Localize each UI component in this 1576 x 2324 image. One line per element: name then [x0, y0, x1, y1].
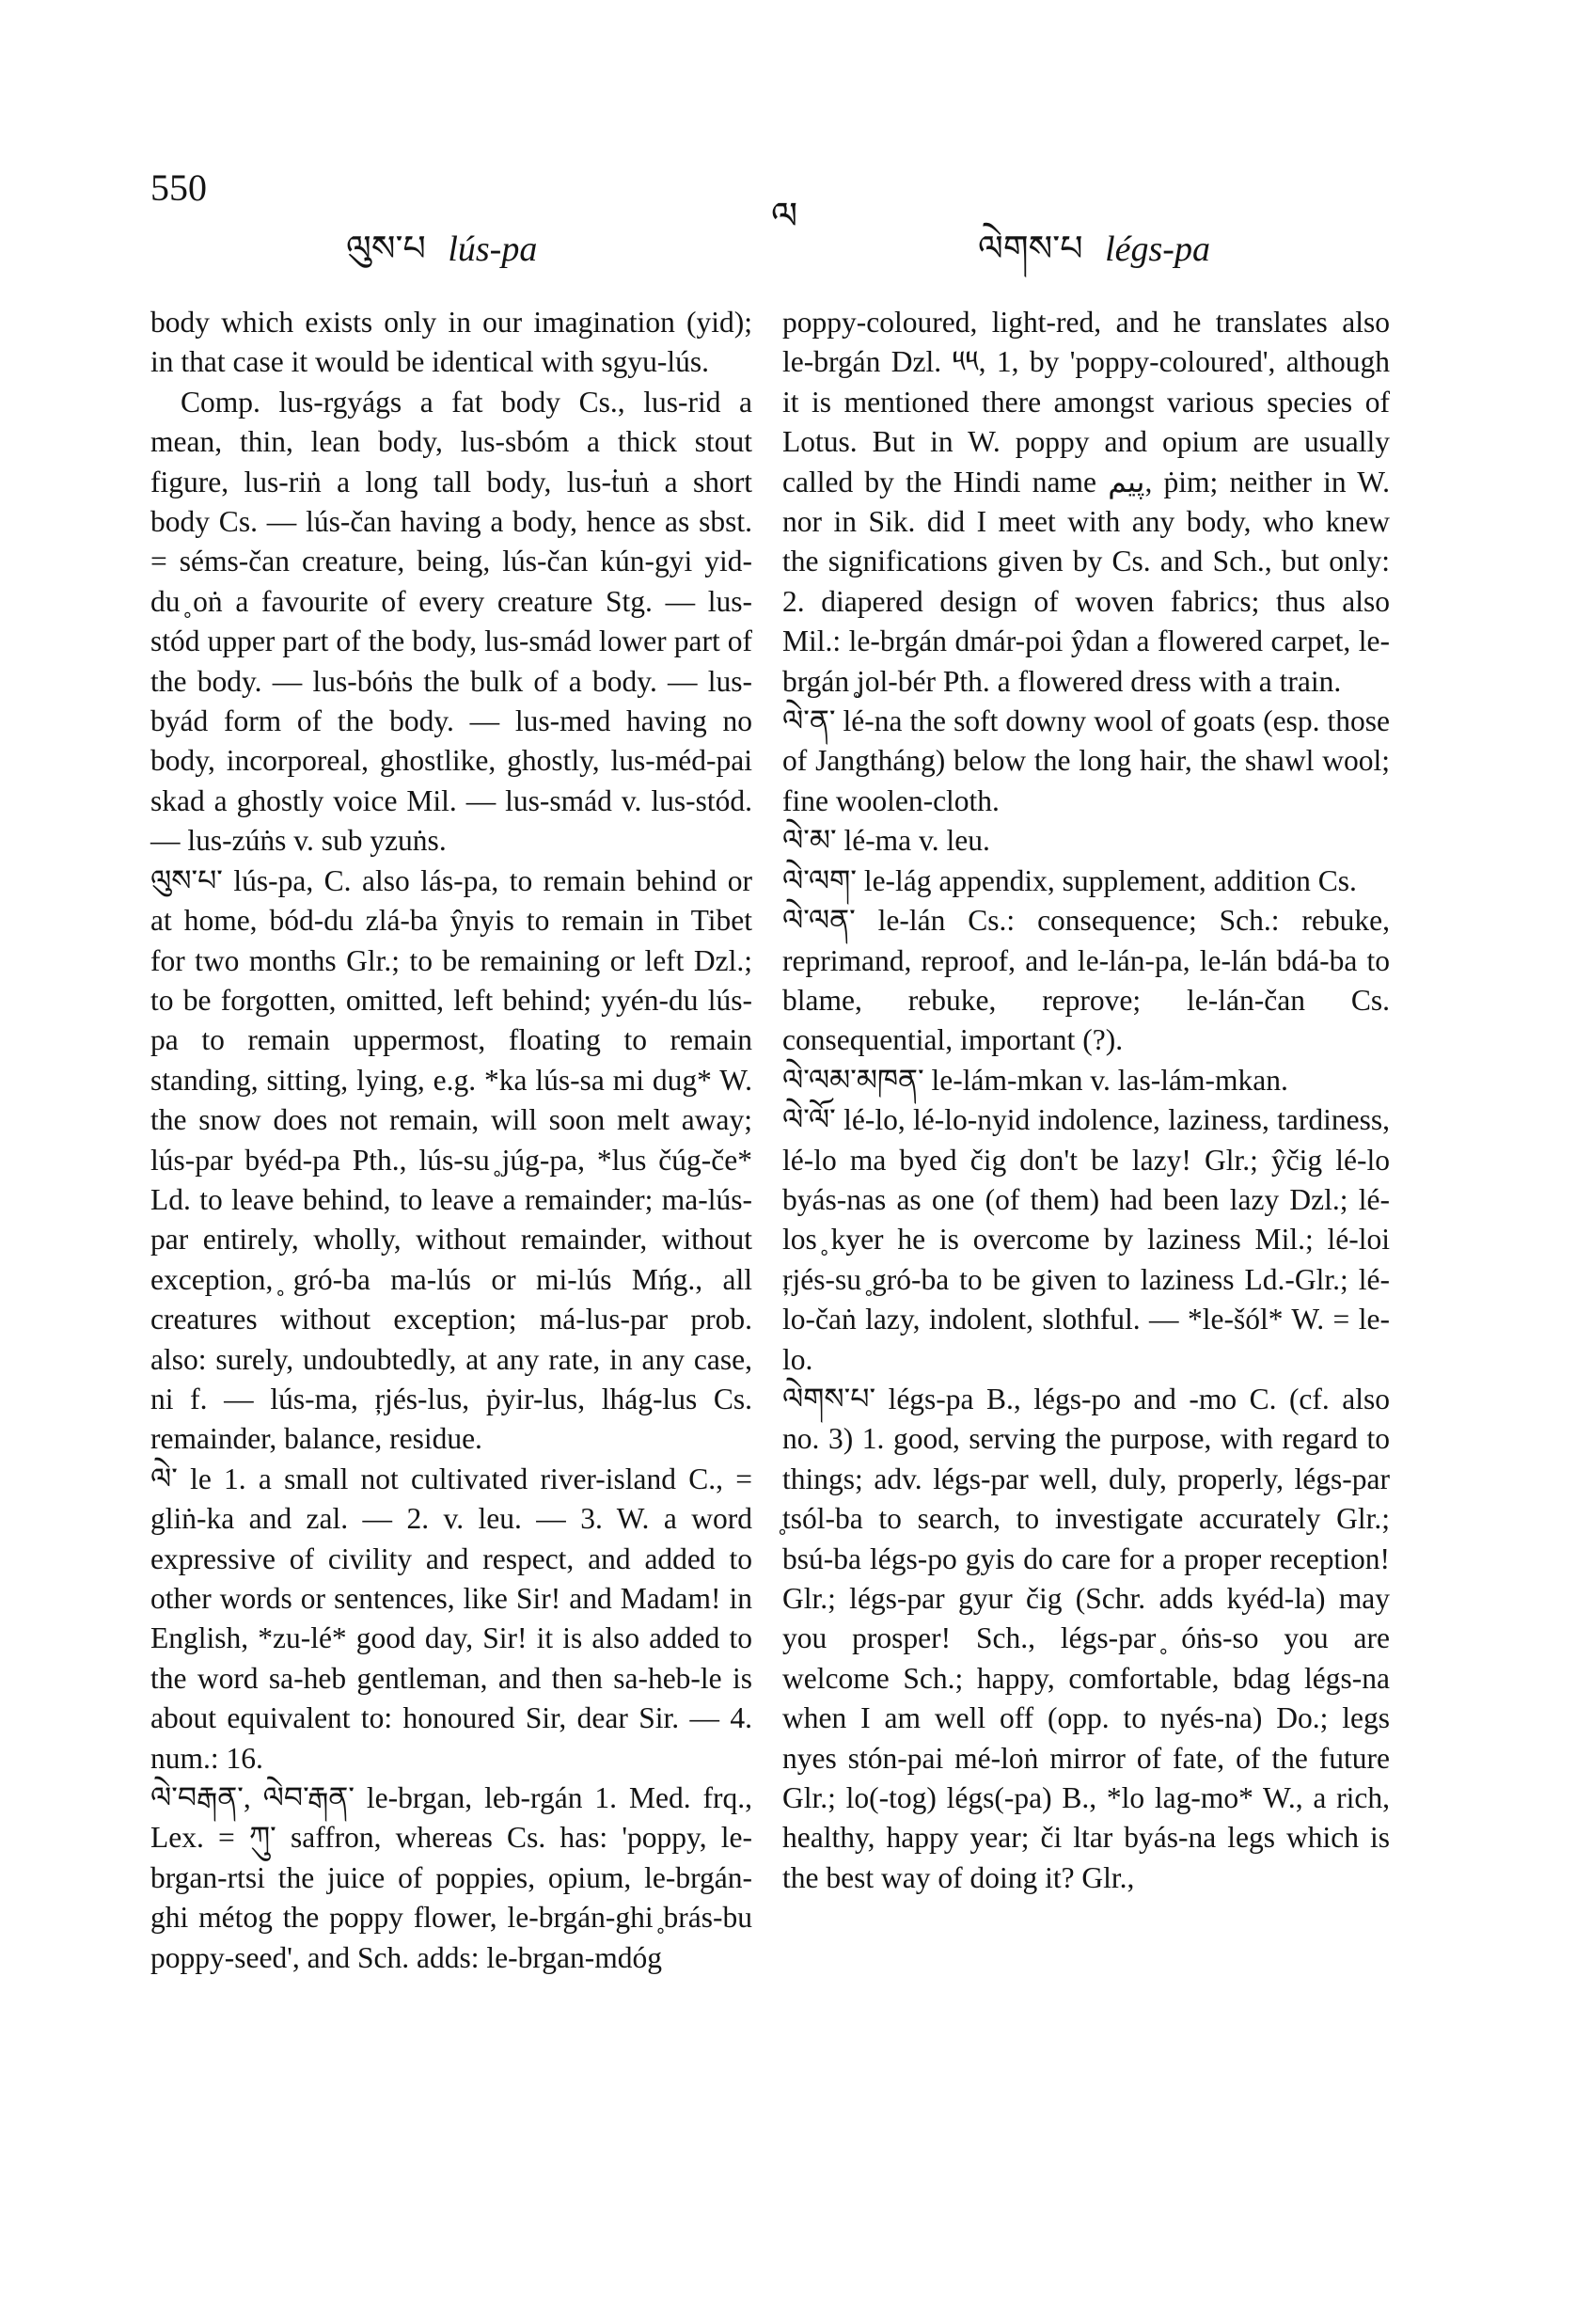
- section-letter: ལ: [771, 195, 798, 238]
- running-head-left: [346, 209, 537, 309]
- entry-paragraph: ལུས་པ་ lús-pa, C. also lás-pa, to remain behind or at home, bód-du zlá-ba ŷnyis to remain in Tibet for two months Glr.; to be remaining or left Dzl.; to be forgotten, omitted, left behind; yyén-du lús-pa to remain uppermost, floating to remain standing, sitting, lying, e.g. *ka lús-sa mi dug* W. the snow does not remain, will soon melt away; lús-par byéd-pa Pth., lús-su ̥júg-pa, *lus čúg-če* Ld. to leave behind, to leave a remainder; ma-lús-par entirely, wholly, without remainder, without exception, ̥gró-ba ma-lús or mi-lús Mńg., all creatures without exception; má-lus-par prob. also: surely, undoubtedly, at any rate, in any case, ni f. — lús-ma, ŗjés-lus, ṗyir-lus, lhág-lus Cs. remainder, balance, residue.: [150, 863, 752, 1456]
- entry-paragraph: ལེ་ལོ་ lé-lo, lé-lo-nyid indolence, laziness, tardiness, lé-lo ma byed čig don't be lazy! Glr.; ŷčig lé-lo byás-nas as one (of them) had been lazy Dzl.; lé-los ̥kyer he is overcome by laziness Mil.; lé-loi ŗjés-su ̥gró-ba to be given to laziness Ld.-Glr.; lé-lo-čaṅ lazy, indolent, slothful. — *le-šól* W. = le-lo.: [782, 1103, 1390, 1376]
- right-column: [782, 303, 1390, 1898]
- left-column: [150, 303, 752, 1978]
- entry-paragraph: ལེ་ལན་ le-lán Cs.: consequence; Sch.: rebuke, reprimand, reproof, and le-lán-pa, le-lán bdá-ba to blame, rebuke, reprove; le-lán-čan Cs. consequential, important (?).: [782, 904, 1390, 1057]
- running-head-right: [978, 209, 1210, 309]
- entry-paragraph: Comp. lus-rgyágs a fat body Cs., lus-rid a mean, thin, lean body, lus-sbóm a thick stout figure, lus-riṅ a long tall body, lus-ṫuṅ a short body Cs. — lús-čan having a body, hence as sbst. = séms-čan creature, being, lús-čan kún-gyi yid-du ̥oṅ a favourite of every creature Stg. — lus-stód upper part of the body, lus-smád lower part of the body. — lus-bóṅs the bulk of a body. — lus-byád form of the body. — lus-med having no body, incorporeal, ghostlike, ghostly, lus-méd-pai skad a ghostly voice Mil. — lus-smád v. lus-stód. — lus-zúṅs v. sub yzuṅs.: [150, 385, 752, 858]
- entry-paragraph: ལེ་མ་ lé-ma v. leu.: [782, 824, 990, 858]
- running-head-right-tibetan: ལེགས་པ: [978, 228, 1083, 269]
- entry-paragraph: body which exists only in our imagination (yid); in that case it would be identical with sgyu-lús.: [150, 306, 752, 379]
- entry-paragraph: ལེ་ལམ་མཁན་ le-lám-mkan v. las-lám-mkan.: [782, 1063, 1288, 1097]
- running-head-right-translit: légs-pa: [1105, 229, 1210, 269]
- entry-paragraph: ལེགས་པ་ légs-pa B., légs-po and -mo C. (cf. also no. 3) 1. good, serving the purpose, with regard to things; adv. légs-par well, duly, properly, légs-par ̥tsól-ba to search, to investigate accurately Glr.; bsú-ba légs-po gyis do care for a proper reception! Glr.; légs-par gyur čig (Schr. adds kyéd-la) may you prosper! Sch., légs-par ̥óṅs-so you are welcome Sch.; happy, comfortable, bdag légs-na when I am well off (opp. to nyés-na) Do.; legs nyes stón-pai mé-loṅ mirror of fate, of the future Glr.; lo(-tog) légs(-pa) B., *lo lag-mo* W., a rich, healthy, happy year; či ltar byás-na legs which is the best way of doing it? Glr.,: [782, 1382, 1390, 1894]
- entry-paragraph: ལེ་ན་ lé-na the soft downy wool of goats (esp. those of Jangtháng) below the long hair, the shawl wool; fine woolen-cloth.: [782, 704, 1390, 817]
- entry-paragraph: ལེ་ le 1. a small not cultivated river-island C., = gliṅ-ka and zal. — 2. v. leu. — 3. W. a word expressive of civility and respect, and added to other words or sentences, like Sir! and Madam! in English, *zu-lé* good day, Sir! it is also added to the word sa-heb gentleman, and then sa-heb-le is about equivalent to: honoured Sir, dear Sir. — 4. num.: 16.: [150, 1462, 752, 1775]
- running-head-left-tibetan: ལུས་པ: [346, 228, 426, 269]
- running-head-left-translit: lús-pa: [448, 229, 538, 269]
- entry-paragraph: ལེ་ལག་ le-lág appendix, supplement, addition Cs.: [782, 863, 1357, 897]
- page-number: 550: [150, 166, 207, 209]
- entry-paragraph: ལེ་བརྒན་, ལེབ་རྒན་ le-brgan, leb-rgán 1. Med. frq., Lex. = ཀུ་ saffron, whereas Cs. has: 'poppy, le-brgan-rtsi the juice of poppies, opium, le-brgán-ghi métog the poppy flower, le-brgán-ghi ̥brás-bu poppy-seed', and Sch. adds: le-brgan-mdóg: [150, 1781, 752, 1974]
- entry-paragraph: poppy-coloured, light-red, and he translates also le-brgán Dzl. ༥༥, 1, by 'poppy-coloured', although it is mentioned there amongst various species of Lotus. But in W. poppy and opium are usually called by the Hindi name پیم, ṗim; neither in W. nor in Sik. did I meet with any body, who knew the significations given by Cs. and Sch., but only: 2. diapered design of woven fabrics; thus also Mil.: le-brgán dmár-poi ŷdan a flowered carpet, le-brgán ̥jol-bér Pth. a flowered dress with a train.: [782, 306, 1390, 698]
